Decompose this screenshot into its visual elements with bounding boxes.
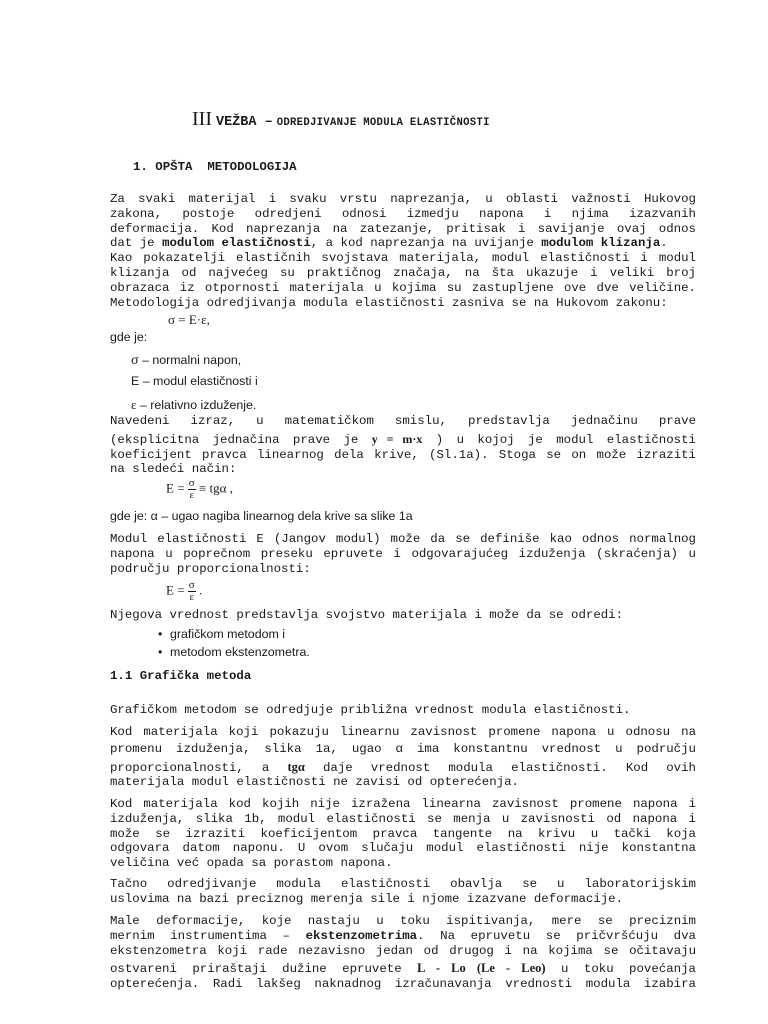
text-line: Metodologija odredjivanja modula elastičnosti zasniva se na Hukovom zakonu: <box>110 295 668 310</box>
paragraph-nonlinear-materials <box>110 797 696 871</box>
text-line: deformacija. Kod naprezanja na zatezanje, pritisak i savijanje ovaj odnos <box>110 221 696 236</box>
text-line: može se izraziti koeficijentom pravca tangente na krivu u tački koja <box>110 826 696 841</box>
text-run: , a kod naprezanja na uvijanje <box>310 236 542 251</box>
text-line: Male deformacije, koje nastaju u toku ispitivanja, mere se preciznim <box>110 914 696 928</box>
list-item: • grafičkom metodom i <box>170 627 285 641</box>
fraction-denominator: ε <box>189 489 195 501</box>
text-line: Kod materijala kod kojih nije izražena linearna zavisnost promene napona i <box>110 797 696 811</box>
definition-text: – normalni napon, <box>138 353 242 367</box>
text-line <box>110 432 696 448</box>
where-label: gde je: <box>110 330 148 344</box>
list-item: • metodom ekstenzometra. <box>170 645 310 659</box>
formula-rhs: ≡ tgα , <box>198 480 233 496</box>
paragraph-young-modulus <box>110 532 696 576</box>
formula-lhs: E = <box>166 582 185 598</box>
text-line: Tačno odredjivanje modula elastičnosti obavlja se u laboratorijskim <box>110 877 696 891</box>
fraction <box>188 478 196 501</box>
bold-term: modulom elastičnosti <box>162 236 311 251</box>
definition-e: E – modul elastičnosti i <box>131 374 258 388</box>
bold-term: modulom klizanja <box>541 236 661 251</box>
paragraph-straight-line <box>110 414 696 477</box>
formula-tangent <box>166 478 233 501</box>
text-line <box>110 236 696 251</box>
text-line: promenu izduženja, slika 1a, ugao α ima konstantnu vrednost u području <box>110 741 696 756</box>
text-line: materijala modul elastičnosti ne zavisi od opterećenja. <box>110 775 519 790</box>
text-run: . Na epruvetu se pričvršćuju dva <box>417 928 696 943</box>
fraction-numerator: σ <box>188 579 195 591</box>
text-run: (eksplicitna jednačina prave je <box>110 432 372 447</box>
paragraph-methods-intro: Njegova vrednost predstavlja svojstvo materijala i može da se odredi: <box>110 608 624 622</box>
text-line: izduženja, slika 1b, modul elastičnosti se menja u zavisnosti od napona i <box>110 811 696 826</box>
formula-inline: L - Lo (Le - Leo) <box>417 961 546 976</box>
text-run: dat je <box>110 236 163 251</box>
alpha-definition: gde je: α – ugao nagiba linearnog dela krive sa slike 1a <box>110 509 413 523</box>
formula-rhs: . <box>198 582 203 598</box>
section-heading-1-1: 1.1 Grafička metoda <box>110 669 252 683</box>
text-line <box>110 929 696 944</box>
page-title <box>192 108 490 131</box>
formula-lhs: E = <box>166 480 185 496</box>
text-line: napona u poprečnom preseku epruvete i odgovarajućeg izduženja (skraćenja) u <box>110 546 696 561</box>
text-run: . <box>660 236 668 251</box>
fraction-numerator: σ <box>188 477 195 489</box>
paragraph-extensometers <box>110 914 696 992</box>
text-line: opterećenja. Radi lakšeg naknadnog izračunavanja vrednosti modula izabira <box>110 977 696 992</box>
formula-inline: y = m·x <box>371 431 423 446</box>
formula-hooke: σ = E·ε, <box>168 312 210 327</box>
text-line: veličina već opada sa porastom napona. <box>110 856 393 871</box>
definition-epsilon <box>131 397 256 413</box>
text-line: zakona, postoje odredjeni odnosi izmedju napona i njima izazvanih <box>110 206 696 221</box>
text-line: koeficijent pravca linearnog dela krive, (Sl.1a). Stoga se on može izraziti <box>110 447 696 462</box>
fraction <box>188 580 196 603</box>
fraction-denominator: ε <box>189 591 195 603</box>
definition-sigma <box>131 353 241 369</box>
paragraph-laboratory <box>110 877 696 907</box>
text-run: ostvareni priraštaji dužine epruvete <box>110 962 418 977</box>
bold-term: ekstenzometrima <box>305 928 418 943</box>
title-roman-numeral: III <box>192 108 212 130</box>
text-line: obrazaca iz otpornosti materijala u kojima su zastupljene ove dve veličine. <box>110 280 696 295</box>
text-line: odgovara datom naponu. U ovom slučaju modul elastičnosti nije konstantna <box>110 841 696 856</box>
text-line: klizanja od najvećeg su praktičnog značaja, na šta ukazuje i veliki broj <box>110 265 696 280</box>
definition-text: – relativno izduženje. <box>136 398 257 412</box>
epsilon-symbol: ε <box>131 397 137 412</box>
text-line: ekstenzometra koji rade nezavisno jedan od drugog i na kojima se očitavaju <box>110 943 696 958</box>
text-line: na sledeći način: <box>110 462 237 477</box>
text-line: Za svaki materijal i svaku vrstu naprezanja, u oblasti važnosti Hukovog <box>110 192 696 206</box>
section-heading-1: 1. OPŠTA METODOLOGIJA <box>133 160 297 174</box>
text-run: ) u kojoj je modul elastičnosti <box>435 432 696 447</box>
sigma-symbol: σ <box>131 353 139 368</box>
text-line: području proporcionalnosti: <box>110 561 311 576</box>
text-line: Navedeni izraz, u matematičkom smislu, predstavlja jednačinu prave <box>110 414 696 428</box>
text-run: mernim instrumentima – <box>110 928 306 943</box>
formula-inline: tgα <box>287 759 305 774</box>
intro-paragraph <box>110 192 696 310</box>
text-run: proporcionalnosti, a <box>110 760 288 775</box>
title-word: VEŽBA – <box>215 115 273 130</box>
formula-ratio <box>166 580 202 603</box>
text-run: u toku povećanja <box>545 962 696 977</box>
text-line <box>110 760 696 776</box>
paragraph-linear-materials <box>110 725 696 790</box>
paragraph-graphic-method: Grafičkom metodom se odredjuje približna vrednost modula elastičnosti. <box>110 703 631 717</box>
text-line: Kod materijala koji pokazuju linearnu zavisnost promene napona u odnosu na <box>110 725 696 739</box>
text-line: Modul elastičnosti E (Jangov modul) može da se definiše kao odnos normalnog <box>110 532 696 546</box>
text-line: Kao pokazatelji elastičnih svojstava materijala, modul elastičnosti i modul <box>110 251 696 266</box>
text-line <box>110 961 696 977</box>
text-line: uslovima na bazi preciznog merenja sile i njome izazvane deformacije. <box>110 891 624 906</box>
title-subject: ODREDJIVANJE MODULA ELASTIČNOSTI <box>276 117 490 129</box>
text-run: daje vrednost modula elastičnosti. Kod ovih <box>304 760 696 775</box>
